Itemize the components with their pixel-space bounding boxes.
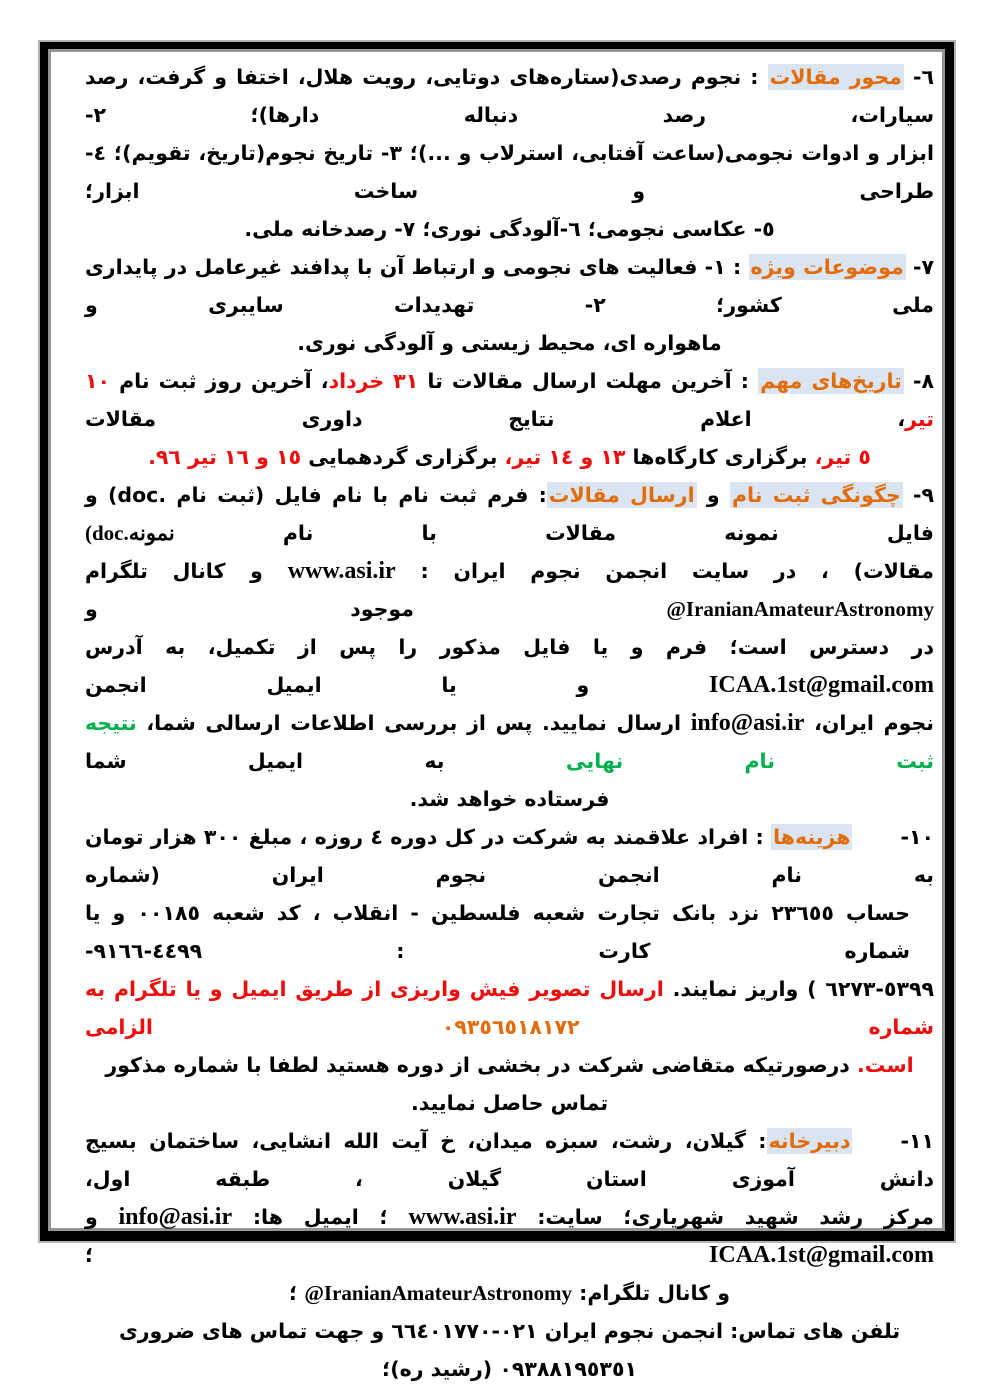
document-line (85, 324, 934, 362)
latin-address-text: info@asi.ir (690, 710, 805, 736)
document-line (85, 894, 934, 970)
highlighted-date-text: ارسال تصویر فیش واریزی از طریق ایمیل و یا تلگرام به شماره (85, 977, 934, 1039)
text-segment: : آخرین مهلت ارسال مقالات تا (418, 369, 759, 393)
text-segment: و (85, 1205, 119, 1229)
text-segment: ؛ ایمیل ها: (232, 1205, 409, 1229)
text-segment: ٨- (903, 369, 934, 393)
text-segment: فرستاده خواهد شد. (409, 787, 610, 811)
text-segment: ماهواره ای، محیط زیستی و آلودگی نوری. (297, 331, 722, 355)
phone-number-text: ٠٩٣٥٦٥١٨١٧٢ (441, 1015, 580, 1039)
document-line (85, 552, 934, 628)
text-segment: ٥٣٩٩-٦٢٧٣ ) واریز نمایند. (663, 977, 934, 1001)
text-segment: درصورتیکه متقاضی شرکت در بخشی از دوره هستید لطفا با شماره مذکور تماس حاصل نمایید. (105, 1053, 857, 1115)
text-segment: ، آخرین روز ثبت نام (110, 369, 329, 393)
document-line (85, 248, 934, 324)
document-line (85, 476, 934, 552)
latin-address-text: info@asi.ir (118, 1204, 233, 1230)
section-heading: ارسال مقالات (548, 483, 695, 507)
text-segment: موجود و (85, 597, 667, 621)
text-segment: به ایمیل شما (85, 749, 566, 773)
text-segment: ارسال نمایید. پس از بررسی اطلاعات ارسالی شما، (136, 711, 691, 735)
document-line (85, 210, 934, 248)
green-result-text: نتیجه ثبت نام نهایی (85, 711, 934, 773)
latin-address-text: @IranianAmateurAstronomy (304, 1281, 573, 1305)
page-border-frame (40, 42, 954, 1381)
document-line (85, 1122, 934, 1198)
text-segment: : گیلان، رشت، سبزه میدان، خ آیت الله انشایی، ساختمان بسیج دانش آموزی استان گیلان ، طبقه اول، (85, 1129, 934, 1191)
highlighted-date-text: ٥ تیر، (807, 445, 871, 469)
text-segment: برگزاری گردهمایی (301, 445, 498, 469)
text-segment: ٩- (902, 483, 934, 507)
text-segment: مرکز رشد شهید شهریاری؛ سایت: (516, 1205, 934, 1229)
latin-address-text: ICAA.1st@gmail.com (709, 1242, 934, 1268)
document-line (85, 58, 934, 134)
section-heading: چگونگی ثبت نام (731, 483, 901, 507)
highlighted-date-text: الزامی (85, 1015, 442, 1039)
highlighted-date-text: ١٣ و ١٤ تیر، (497, 445, 626, 469)
text-segment: ابزار و ادوات نجومی(ساعت آفتابی، استرلاب و ...)؛ ٣- تاریخ نجوم(تاریخ، تقویم)؛ ٤- طراحی و ساخت ابزار؛ (85, 141, 934, 203)
document-line (85, 704, 934, 780)
text-segment: برگزاری کارگاه‌ها (625, 445, 808, 469)
section-heading: محور مقالات (769, 65, 902, 89)
highlighted-date-text: ٣١ خرداد (328, 369, 419, 393)
document-line (85, 1198, 934, 1274)
document-line (85, 780, 934, 818)
text-segment: ٥- عکاسی نجومی؛ ٦-آلودگی نوری؛ ٧- رصدخانه ملی. (244, 217, 775, 241)
text-segment: ٧- (905, 255, 934, 279)
highlighted-date-text: ١٥ و ١٦ تیر ٩٦. (148, 445, 302, 469)
text-segment: ٦- (903, 65, 935, 89)
section-heading: دبیرخانه (768, 1129, 851, 1153)
document-line (85, 362, 934, 438)
text-segment: : فرم ثبت نام با نام فایل (ثبت نام .doc) و فایل نمونه مقالات با نام (85, 483, 934, 545)
text-segment: مقالات) ، در سایت انجمن نجوم ایران : (395, 559, 934, 583)
highlighted-date-text: ١٠ تیر (85, 369, 934, 431)
page-content-area (48, 49, 945, 1381)
latin-address-text: ICAA.1st@gmail.com (709, 672, 934, 698)
document-line (85, 1312, 934, 1388)
text-segment: : نجوم رصدی(ستاره‌های دوتایی، رویت هلال، اختفا و گرفت، رصد سیارات، رصد دنباله دارها)؛ ٢- (85, 65, 934, 127)
section-heading: هزینه‌ها (773, 825, 851, 849)
latin-address-text: (doc.نمونه (85, 521, 175, 545)
document-line (85, 1046, 934, 1122)
text-segment: و کانال تلگرام (85, 559, 288, 583)
text-segment: حساب ٢٣٦٥٥ نزد بانک تجارت شعبه فلسطین - انقلاب ، کد شعبه ٠٠١٨٥ و یا شماره کارت : ٤٤٩٩-٩١٦٦- (85, 901, 910, 963)
text-segment: ١١- (900, 1129, 934, 1153)
document-line (85, 628, 934, 704)
text-segment: نجوم ایران، (804, 711, 934, 735)
text-segment: ، اعلام نتایج داوری مقالات (85, 407, 906, 431)
text-segment: ؛ (85, 1243, 710, 1267)
document-line (85, 438, 934, 476)
document-line (85, 134, 934, 210)
text-segment: ١٠- (900, 825, 934, 849)
text-segment: تلفن های تماس: انجمن نجوم ایران ٠٢١-٦٦٤٠١٧٧٠ و جهت تماس های ضروری ٠٩٣٨٨١٩٥٣٥١ (رشید ره)؛ (118, 1319, 901, 1381)
text-segment: در دسترس است؛ فرم و یا فایل مذکور را پس از تکمیل، به آدرس (85, 635, 934, 659)
text-segment: : افراد علاقمند به شرکت در کل دوره ٤ روزه ، مبلغ ٣٠٠ هزار تومان به نام انجمن نجوم ایران (شماره (85, 825, 934, 887)
document-page (38, 40, 956, 1381)
document-line (85, 818, 934, 894)
section-heading: موضوعات ویژه (750, 255, 904, 279)
text-segment: و (696, 483, 730, 507)
latin-address-text: www.asi.ir (408, 1204, 517, 1230)
text-segment: : ١- فعالیت های نجومی و ارتباط آن با پدافند غیرعامل در پایداری ملی کشور؛ ٢- تهدیدات سایبری و (85, 255, 934, 317)
section-heading: تاریخ‌های مهم (760, 369, 902, 393)
text-segment: و کانال تلگرام: (572, 1281, 730, 1305)
text-segment: ؛ (289, 1281, 305, 1305)
latin-address-text: @IranianAmateurAstronomy (666, 597, 934, 621)
text-segment: و یا ایمیل انجمن (85, 673, 710, 697)
latin-address-text: www.asi.ir (287, 558, 396, 584)
document-line (85, 970, 934, 1046)
highlighted-date-text: است. (856, 1053, 914, 1077)
